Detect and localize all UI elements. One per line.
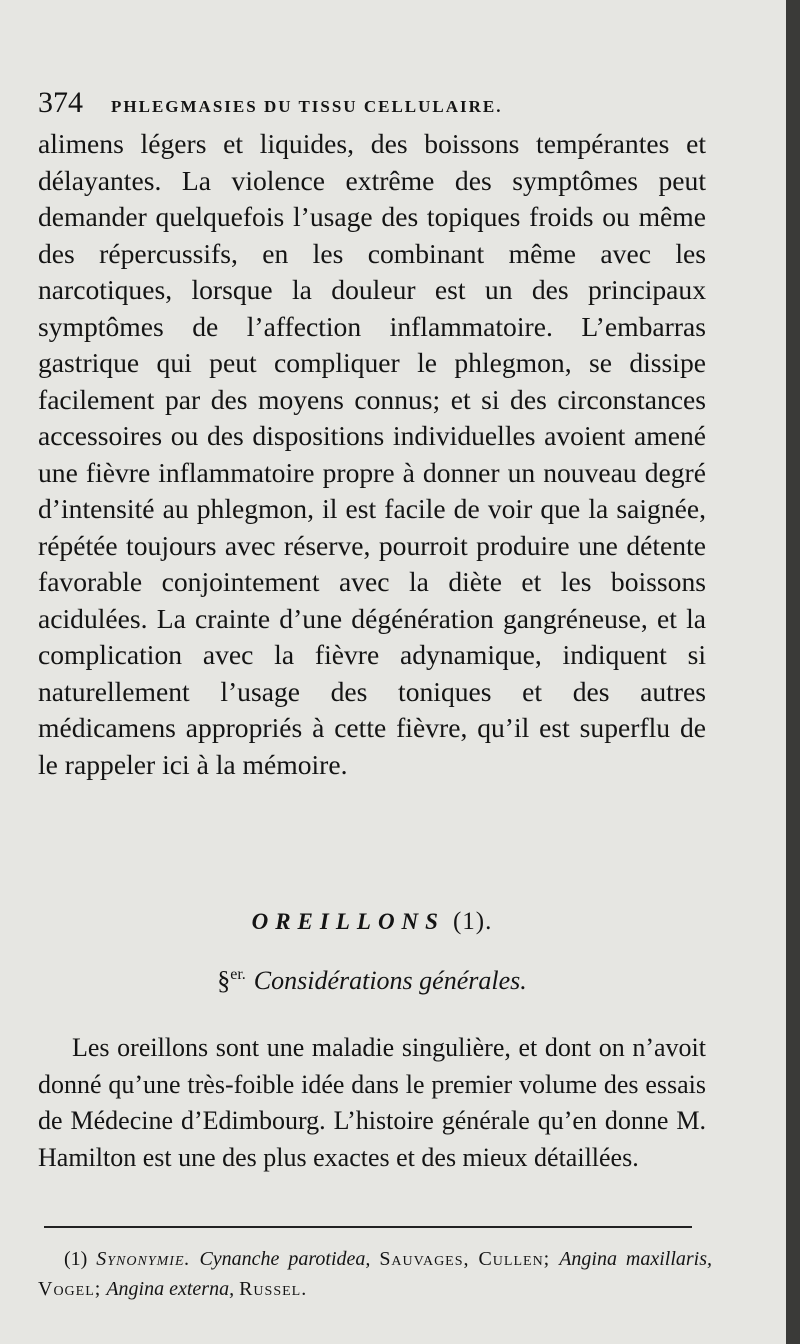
footnote: [38, 1244, 712, 1304]
running-head: [38, 86, 718, 126]
running-title: PHLEGMASIES DU TISSU CELLULAIRE.: [111, 97, 503, 116]
section-symbol: §: [217, 966, 231, 995]
footnote-author-2: Cullen;: [478, 1248, 551, 1270]
section-heading-text: OREILLONS: [251, 909, 445, 934]
footnote-author-3: Vogel;: [38, 1278, 102, 1300]
footnote-synonymie: Synonymie.: [96, 1248, 191, 1270]
footnote-divider: [44, 1226, 692, 1228]
page-number: 374: [38, 86, 83, 119]
footnote-reference: (1).: [452, 908, 493, 935]
footnote-author-1: Sauvages,: [379, 1248, 470, 1270]
section-heading: [38, 908, 706, 936]
paragraph-oreillons: Les oreillons sont une maladie singulière, et dont on n’avoit donné qu’une très-foible idée dans le premier volume des essais de Médecine d’Edimbourg. L’histoire générale qu’en donne M. Hamilton est une des plus exactes et des mieux détaillées.: [38, 1033, 706, 1172]
paragraph-continuation: alimens légers et liquides, des boissons tempérantes et délayantes. La violence extrême des symptômes peut demander quelquefois l’usage des topiques froids ou même des répercussifs, en les combinant même avec les narcotiques, lorsque la douleur est un des principaux symptômes de l’affection inflammatoire. L’embarras gastrique qui peut compliquer le phlegmon, se dissipe facilement par des moyens connus; et si des circonstances accessoires ou des dispositions individuelles avoient amené une fièvre inflammatoire propre à donner un nouveau degré d’intensité au phlegmon, il est facile de voir que la saignée, répétée toujours avec réserve, pourroit produire une détente favorable conjointement avec la diète et les boissons acidulées. La crainte d’une dégénération gangréneuse, et la complication avec la fièvre adynamique, indiquent si naturellement l’usage des toniques et des autres médicamens appropriés à cette fièvre, qu’il est superflu de le rappeler ici à la mémoire.: [38, 128, 706, 780]
page-edge-shadow: [786, 0, 800, 1344]
footnote-author-4: Russel.: [239, 1278, 308, 1300]
footnote-term-3: Angina externa,: [106, 1278, 235, 1300]
footnote-marker: (1): [64, 1248, 88, 1270]
footnote-term-1: Cynanche parotidea,: [199, 1248, 371, 1270]
subsection-heading: [38, 966, 706, 996]
subsection-heading-text: Considérations générales.: [253, 966, 527, 995]
section-ordinal: er.: [230, 966, 246, 984]
footnote-term-2: Angina maxillaris,: [559, 1248, 713, 1270]
